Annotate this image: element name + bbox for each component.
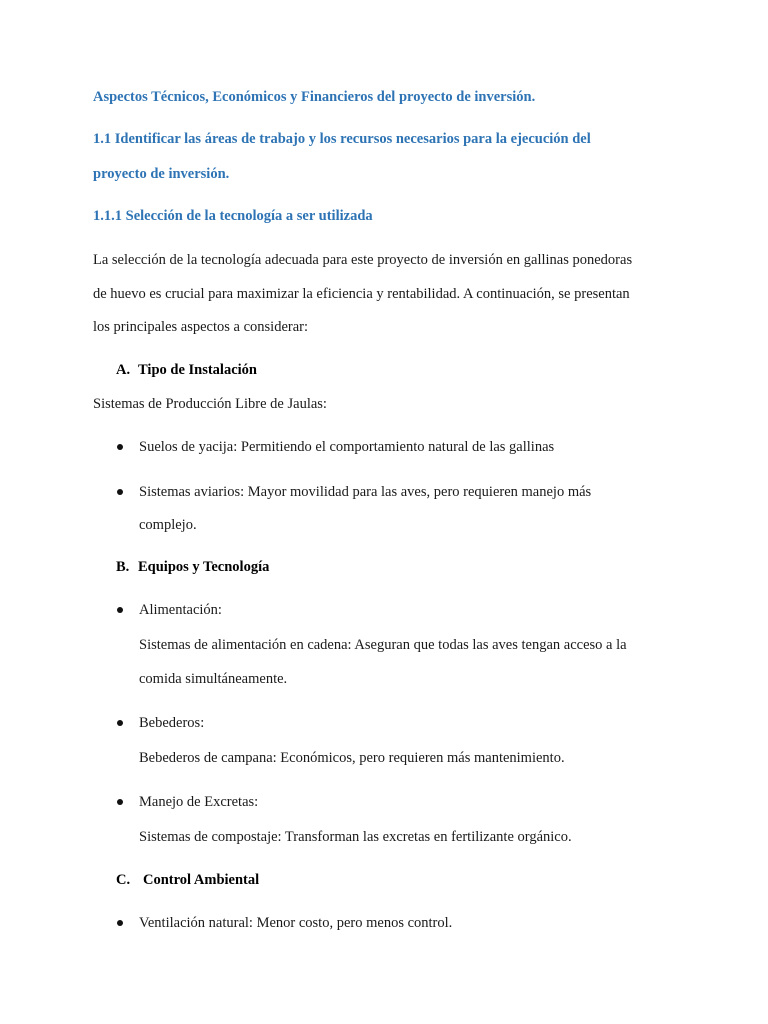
- section-1-1-heading-line1: 1.1 Identificar las áreas de trabajo y los recursos necesarios para la ejecución del: [93, 131, 591, 147]
- section-b-letter: B.: [116, 559, 130, 575]
- section-c-heading: [116, 871, 259, 889]
- list-item-bebederos-line1: Bebederos de campana: Económicos, pero requieren más mantenimiento.: [139, 750, 565, 766]
- bullet-icon: [117, 607, 123, 613]
- list-item-suelos: Suelos de yacija: Permitiendo el comportamiento natural de las gallinas: [139, 439, 555, 455]
- list-item-alimentacion-line2: comida simultáneamente.: [139, 671, 288, 687]
- list-item-excretas-label: Manejo de Excretas:: [139, 794, 259, 810]
- list-item-alimentacion-label: Alimentación:: [139, 602, 222, 618]
- list-item-aviarios-line1: Sistemas aviarios: Mayor movilidad para las aves, pero requieren manejo más: [139, 484, 592, 500]
- section-b-title: Equipos y Tecnología: [138, 559, 270, 575]
- bullet-icon: [117, 444, 123, 450]
- list-item-bebederos-label: Bebederos:: [139, 715, 205, 731]
- section-1-1-heading-line2: proyecto de inversión.: [93, 166, 230, 182]
- document-title: Aspectos Técnicos, Económicos y Financieros del proyecto de inversión.: [93, 89, 536, 105]
- list-item-ventilacion: Ventilación natural: Menor costo, pero menos control.: [139, 915, 453, 931]
- bullet-icon: [117, 720, 123, 726]
- section-c-title: Control Ambiental: [143, 872, 260, 888]
- section-a-title: Tipo de Instalación: [138, 362, 257, 378]
- bullet-icon: [117, 489, 123, 495]
- list-item-aviarios-line2: complejo.: [139, 517, 197, 533]
- section-a-heading: [116, 361, 257, 379]
- section-1-1-1-heading: 1.1.1 Selección de la tecnología a ser utilizada: [93, 208, 373, 224]
- bullet-icon: [117, 920, 123, 926]
- list-item-alimentacion-line1: Sistemas de alimentación en cadena: Aseguran que todas las aves tengan acceso a la: [139, 637, 627, 653]
- intro-paragraph-line2: de huevo es crucial para maximizar la eficiencia y rentabilidad. A continuación, se presentan: [93, 286, 630, 302]
- section-b-heading: [116, 558, 269, 576]
- intro-paragraph-line3: los principales aspectos a considerar:: [93, 319, 309, 335]
- intro-paragraph-line1: La selección de la tecnología adecuada para este proyecto de inversión en gallinas ponedoras: [93, 252, 633, 268]
- bullet-icon: [117, 799, 123, 805]
- section-a-letter: A.: [116, 362, 131, 378]
- list-item-excretas-line1: Sistemas de compostaje: Transforman las excretas en fertilizante orgánico.: [139, 829, 572, 845]
- section-a-subheading: Sistemas de Producción Libre de Jaulas:: [93, 396, 327, 412]
- section-c-letter: C.: [116, 872, 131, 888]
